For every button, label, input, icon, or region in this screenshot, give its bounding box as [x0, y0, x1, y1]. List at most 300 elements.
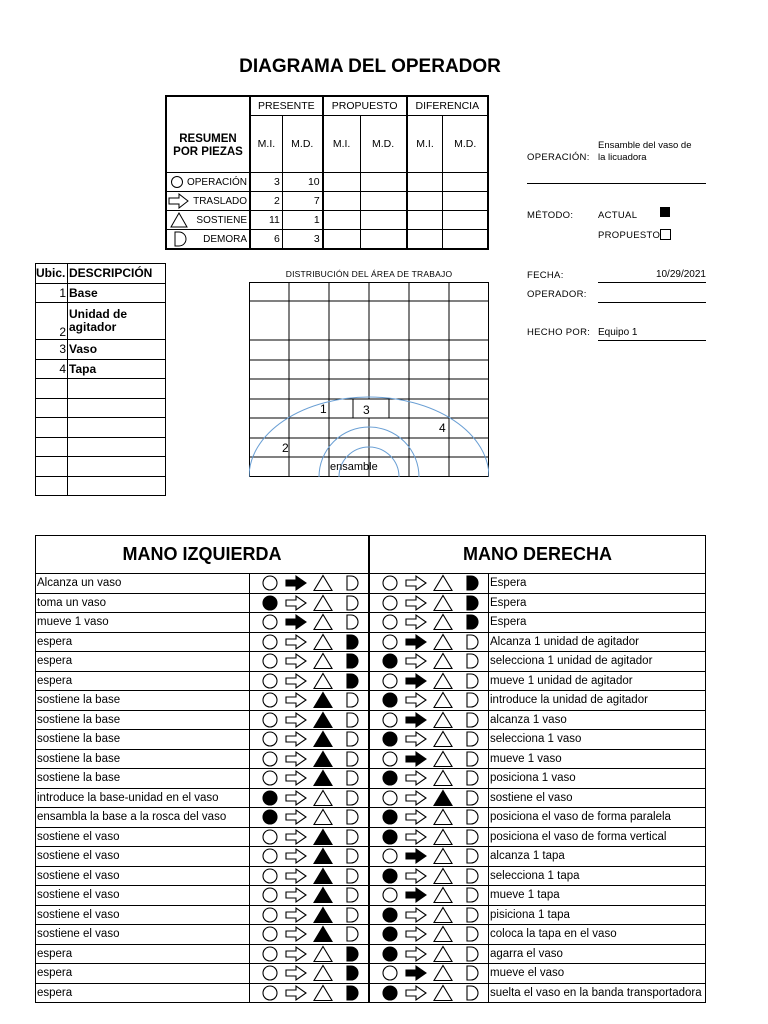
therblig-symbols-icon	[250, 574, 368, 592]
delay-d	[347, 830, 358, 844]
transport-arrow	[406, 635, 426, 649]
right-hand-symbols	[369, 925, 489, 945]
right-hand-activity: selecciona 1 tapa	[489, 866, 706, 886]
transport-arrow	[286, 966, 306, 980]
table-row	[36, 632, 706, 652]
left-hand-activity: espera	[36, 671, 250, 691]
delay-d	[467, 986, 478, 1000]
operation-circle	[383, 986, 397, 1000]
transport-arrow	[406, 752, 426, 766]
ubic-desc: Tapa	[68, 359, 166, 379]
therblig-symbols-icon	[370, 730, 488, 748]
ubicacion-table	[35, 263, 166, 496]
right-hand-activity: alcanza 1 tapa	[489, 847, 706, 867]
location-2: 2	[282, 441, 289, 455]
hold-triangle	[314, 732, 332, 747]
hold-triangle	[434, 576, 452, 591]
subhead-md: M.D.	[282, 116, 322, 173]
table-row	[36, 710, 706, 730]
delay-d	[347, 654, 358, 668]
left-hand-activity: espera	[36, 983, 250, 1003]
table-row	[36, 769, 706, 789]
left-hand-symbols	[250, 847, 370, 867]
right-hand-symbols	[369, 691, 489, 711]
hold-triangle	[434, 654, 452, 669]
therblig-symbols-icon	[370, 808, 488, 826]
delay-d	[467, 927, 478, 941]
summary-row	[166, 230, 488, 250]
operation-circle	[383, 810, 397, 824]
transport-arrow	[286, 869, 306, 883]
therblig-symbols-icon	[370, 750, 488, 768]
left-hand-symbols	[250, 905, 370, 925]
delay-d	[467, 732, 478, 746]
transport-arrow	[406, 869, 426, 883]
left-hand-symbols	[250, 730, 370, 750]
delay-d	[347, 752, 358, 766]
delay-d	[347, 693, 358, 707]
delay-d	[467, 908, 478, 922]
hand-activity-table	[35, 535, 706, 1003]
group-diferencia: DIFERENCIA	[407, 96, 488, 116]
therblig-symbols-icon	[370, 945, 488, 963]
delay-d	[347, 888, 358, 902]
delay-icon	[173, 231, 187, 247]
right-hand-activity: Alcanza 1 unidad de agitador	[489, 632, 706, 652]
operation-circle	[383, 654, 397, 668]
transport-arrow	[286, 615, 306, 629]
right-hand-symbols	[369, 749, 489, 769]
hold-triangle	[314, 907, 332, 922]
operation-circle	[263, 849, 277, 863]
hold-triangle	[434, 829, 452, 844]
right-hand-activity: introduce la unidad de agitador	[489, 691, 706, 711]
empty-cell	[323, 192, 360, 211]
operation-circle	[383, 947, 397, 961]
left-hand-activity: sostiene la base	[36, 730, 250, 750]
therblig-symbols-icon	[250, 984, 368, 1002]
hold-triangle	[314, 673, 332, 688]
left-hand-activity: sostiene el vaso	[36, 866, 250, 886]
page-title: DIAGRAMA DEL OPERADOR	[239, 56, 501, 77]
left-hand-activity: sostiene el vaso	[36, 827, 250, 847]
operation-circle	[263, 654, 277, 668]
right-hand-activity: selecciona 1 vaso	[489, 730, 706, 750]
empty-cell	[360, 192, 407, 211]
delay-d	[467, 849, 478, 863]
empty-cell	[36, 437, 68, 457]
subhead-md: M.D.	[443, 116, 488, 173]
hold-triangle	[314, 790, 332, 805]
transport-arrow	[406, 732, 426, 746]
delay-d	[347, 771, 358, 785]
left-hand-activity: sostiene la base	[36, 710, 250, 730]
left-hand-activity: espera	[36, 964, 250, 984]
transport-arrow	[406, 810, 426, 824]
right-hand-activity: posiciona 1 vaso	[489, 769, 706, 789]
right-hand-symbols	[369, 827, 489, 847]
table-row	[36, 691, 706, 711]
right-hand-activity: mueve 1 unidad de agitador	[489, 671, 706, 691]
operation-circle	[383, 869, 397, 883]
therblig-symbols-icon	[250, 925, 368, 943]
transport-arrow	[286, 674, 306, 688]
hold-triangle	[314, 654, 332, 669]
therblig-symbols-icon	[250, 906, 368, 924]
transport-arrow	[286, 752, 306, 766]
delay-d	[347, 791, 358, 805]
table-row	[36, 613, 706, 633]
empty-cell	[36, 398, 68, 418]
delay-d	[467, 830, 478, 844]
hold-triangle	[314, 966, 332, 981]
hold-triangle	[314, 810, 332, 825]
hold-triangle	[314, 927, 332, 942]
operation-circle	[263, 596, 277, 610]
operation-circle	[263, 966, 277, 980]
operacion-value-1: Ensamble del vaso de	[598, 140, 692, 151]
transport-arrow	[286, 635, 306, 649]
therblig-symbols-icon	[370, 847, 488, 865]
hold-triangle	[314, 576, 332, 591]
transport-arrow	[286, 849, 306, 863]
left-hand-activity: sostiene la base	[36, 691, 250, 711]
right-hand-activity: Espera	[489, 613, 706, 633]
left-hand-activity: sostiene el vaso	[36, 847, 250, 867]
table-row	[36, 788, 706, 808]
table-row	[36, 847, 706, 867]
left-hand-activity: Alcanza un vaso	[36, 574, 250, 594]
therblig-symbols-icon	[250, 711, 368, 729]
right-hand-symbols	[369, 671, 489, 691]
hold-triangle	[434, 888, 452, 903]
therblig-symbols-icon	[370, 594, 488, 612]
operation-circle	[383, 927, 397, 941]
hold-triangle	[314, 946, 332, 961]
hold-triangle	[314, 693, 332, 708]
therblig-symbols-icon	[250, 828, 368, 846]
delay-d	[467, 635, 478, 649]
left-hand-activity: sostiene el vaso	[36, 905, 250, 925]
actual-checkbox[interactable]	[660, 207, 670, 217]
hold-triangle	[314, 829, 332, 844]
transport-arrow	[286, 947, 306, 961]
propuesto-checkbox[interactable]	[660, 229, 671, 240]
left-hand-symbols	[250, 613, 370, 633]
transport-arrow	[406, 888, 426, 902]
operation-circle	[263, 888, 277, 902]
right-hand-activity: pisiciona 1 tapa	[489, 905, 706, 925]
left-hand-activity: toma un vaso	[36, 593, 250, 613]
therblig-symbols-icon	[250, 847, 368, 865]
delay-d	[347, 732, 358, 746]
delay-d	[467, 752, 478, 766]
hold-triangle	[434, 732, 452, 747]
operation-circle	[383, 908, 397, 922]
layout-title: DISTRIBUCIÓN DEL ÁREA DE TRABAJO	[285, 269, 453, 279]
delay-d	[467, 693, 478, 707]
summary-row-label	[166, 173, 250, 192]
operation-circle	[383, 674, 397, 688]
right-hand-symbols	[369, 905, 489, 925]
right-hand-symbols	[369, 886, 489, 906]
therblig-symbols-icon	[370, 691, 488, 709]
hold-triangle	[314, 888, 332, 903]
therblig-symbols-icon	[370, 789, 488, 807]
transport-arrow	[286, 908, 306, 922]
empty-cell	[360, 230, 407, 250]
right-hand-title: MANO DERECHA	[369, 536, 706, 574]
therblig-symbols-icon	[370, 906, 488, 924]
operation-circle	[383, 635, 397, 649]
operation-circle	[263, 615, 277, 629]
subhead-md: M.D.	[360, 116, 407, 173]
delay-d	[347, 927, 358, 941]
summary-row-label	[166, 211, 250, 230]
delay-d	[467, 966, 478, 980]
location-1: 1	[320, 402, 327, 416]
right-hand-symbols	[369, 944, 489, 964]
left-hand-activity: sostiene la base	[36, 749, 250, 769]
therblig-symbols-icon	[250, 808, 368, 826]
ensamble-label: ensamble	[330, 461, 378, 473]
operation-circle	[383, 732, 397, 746]
operation-circle	[263, 810, 277, 824]
therblig-symbols-icon	[250, 730, 368, 748]
transport-arrow	[286, 654, 306, 668]
ubic-num: 2	[36, 303, 68, 340]
operation-circle	[263, 674, 277, 688]
operation-circle	[383, 830, 397, 844]
location-3: 3	[363, 403, 370, 417]
table-row	[36, 827, 706, 847]
operation-circle	[383, 615, 397, 629]
left-hand-symbols	[250, 827, 370, 847]
summary-md: 7	[282, 192, 322, 211]
arrow-icon	[168, 193, 190, 209]
therblig-symbols-icon	[250, 594, 368, 612]
transport-arrow	[406, 693, 426, 707]
delay-d	[347, 674, 358, 688]
therblig-symbols-icon	[370, 633, 488, 651]
operation-circle	[263, 713, 277, 727]
table-row	[36, 749, 706, 769]
right-hand-activity: coloca la tapa en el vaso	[489, 925, 706, 945]
operation-circle	[383, 771, 397, 785]
delay-d	[347, 947, 358, 961]
right-hand-symbols	[369, 769, 489, 789]
left-hand-activity: espera	[36, 944, 250, 964]
therblig-symbols-icon	[370, 964, 488, 982]
empty-cell	[407, 173, 443, 192]
left-hand-activity: sostiene la base	[36, 769, 250, 789]
left-hand-activity: espera	[36, 652, 250, 672]
circle-icon	[170, 175, 184, 189]
ubic-header: Ubic.	[36, 264, 68, 284]
triangle-icon	[170, 212, 188, 228]
operation-circle	[263, 869, 277, 883]
empty-cell	[36, 476, 68, 496]
table-row	[36, 866, 706, 886]
hold-triangle	[314, 985, 332, 1000]
operacion-value	[598, 140, 691, 164]
transport-arrow	[406, 849, 426, 863]
operation-circle	[263, 732, 277, 746]
empty-cell	[68, 476, 166, 496]
empty-cell	[68, 379, 166, 399]
therblig-symbols-icon	[250, 867, 368, 885]
transport-arrow	[286, 713, 306, 727]
empty-cell	[68, 398, 166, 418]
hold-triangle	[314, 595, 332, 610]
left-hand-activity: espera	[36, 632, 250, 652]
transport-arrow	[286, 732, 306, 746]
right-hand-symbols	[369, 847, 489, 867]
operation-circle	[263, 908, 277, 922]
summary-row	[166, 192, 488, 211]
transport-arrow	[286, 771, 306, 785]
therblig-symbols-icon	[370, 984, 488, 1002]
right-hand-activity: agarra el vaso	[489, 944, 706, 964]
left-hand-symbols	[250, 691, 370, 711]
hold-triangle	[434, 966, 452, 981]
left-hand-symbols	[250, 632, 370, 652]
empty-cell	[68, 457, 166, 477]
empty-cell	[68, 437, 166, 457]
delay-d	[347, 986, 358, 1000]
right-hand-activity: sostiene el vaso	[489, 788, 706, 808]
summary-row-text: TRASLADO	[193, 195, 247, 207]
summary-row-label	[166, 230, 250, 250]
empty-cell	[443, 192, 488, 211]
left-hand-symbols	[250, 652, 370, 672]
left-hand-symbols	[250, 808, 370, 828]
left-hand-activity: sostiene el vaso	[36, 925, 250, 945]
empty-cell	[407, 211, 443, 230]
operation-circle	[383, 576, 397, 590]
transport-arrow	[406, 713, 426, 727]
left-hand-symbols	[250, 769, 370, 789]
hold-triangle	[434, 946, 452, 961]
transport-arrow	[286, 986, 306, 1000]
transport-arrow	[406, 576, 426, 590]
delay-d	[347, 635, 358, 649]
therblig-symbols-icon	[250, 769, 368, 787]
right-hand-symbols	[369, 632, 489, 652]
hecho-underline	[598, 340, 706, 341]
therblig-symbols-icon	[370, 828, 488, 846]
hold-triangle	[314, 615, 332, 630]
ubic-num: 3	[36, 340, 68, 360]
empty-cell	[36, 379, 68, 399]
empty-cell	[323, 173, 360, 192]
transport-arrow	[286, 596, 306, 610]
delay-d	[347, 849, 358, 863]
left-hand-symbols	[250, 964, 370, 984]
subhead-mi: M.I.	[407, 116, 443, 173]
delay-d	[347, 615, 358, 629]
transport-arrow	[406, 615, 426, 629]
left-hand-symbols	[250, 710, 370, 730]
empty-cell	[323, 211, 360, 230]
empty-cell	[407, 230, 443, 250]
left-hand-symbols	[250, 886, 370, 906]
transport-arrow	[406, 654, 426, 668]
delay-d	[467, 771, 478, 785]
hand-activity-rows	[36, 574, 706, 1003]
hold-triangle	[314, 868, 332, 883]
transport-arrow	[286, 927, 306, 941]
operador-underline	[598, 302, 706, 303]
operacion-underline	[527, 183, 706, 184]
hold-triangle	[434, 751, 452, 766]
right-hand-symbols	[369, 983, 489, 1003]
transport-arrow	[406, 966, 426, 980]
transport-arrow	[406, 947, 426, 961]
empty-cell	[360, 211, 407, 230]
hold-triangle	[434, 634, 452, 649]
therblig-symbols-icon	[250, 789, 368, 807]
transport-arrow	[286, 888, 306, 902]
metodo-label: MÉTODO:	[527, 210, 574, 221]
fecha-value: 10/29/2021	[655, 269, 706, 280]
table-row	[36, 808, 706, 828]
hold-triangle	[434, 615, 452, 630]
operation-circle	[263, 947, 277, 961]
delay-d	[467, 888, 478, 902]
delay-d	[467, 791, 478, 805]
hold-triangle	[434, 771, 452, 786]
table-row	[36, 944, 706, 964]
empty-cell	[36, 418, 68, 438]
hold-triangle	[434, 985, 452, 1000]
summary-row	[166, 211, 488, 230]
right-hand-activity: mueve el vaso	[489, 964, 706, 984]
right-hand-activity: selecciona 1 unidad de agitador	[489, 652, 706, 672]
right-hand-symbols	[369, 866, 489, 886]
right-hand-symbols	[369, 652, 489, 672]
subhead-mi: M.I.	[323, 116, 360, 173]
operation-circle	[263, 830, 277, 844]
therblig-symbols-icon	[370, 672, 488, 690]
subhead-mi: M.I.	[250, 116, 282, 173]
table-row	[36, 574, 706, 594]
right-hand-activity: Espera	[489, 593, 706, 613]
operation-circle	[263, 771, 277, 785]
location-4: 4	[439, 421, 446, 435]
summary-mi: 6	[250, 230, 282, 250]
table-row	[36, 671, 706, 691]
hold-triangle	[434, 868, 452, 883]
delay-d	[467, 869, 478, 883]
left-hand-symbols	[250, 671, 370, 691]
summary-label	[166, 96, 250, 173]
hold-triangle	[434, 849, 452, 864]
left-hand-activity: ensambla la base a la rosca del vaso	[36, 808, 250, 828]
empty-cell	[407, 192, 443, 211]
left-hand-symbols	[250, 574, 370, 594]
hold-triangle	[434, 790, 452, 805]
summary-table	[165, 95, 489, 250]
delay-d	[347, 596, 358, 610]
operation-circle	[263, 576, 277, 590]
table-row	[36, 964, 706, 984]
delay-d	[467, 654, 478, 668]
left-hand-symbols	[250, 593, 370, 613]
operation-circle	[383, 966, 397, 980]
group-propuesto: PROPUESTO	[323, 96, 407, 116]
transport-arrow	[286, 810, 306, 824]
